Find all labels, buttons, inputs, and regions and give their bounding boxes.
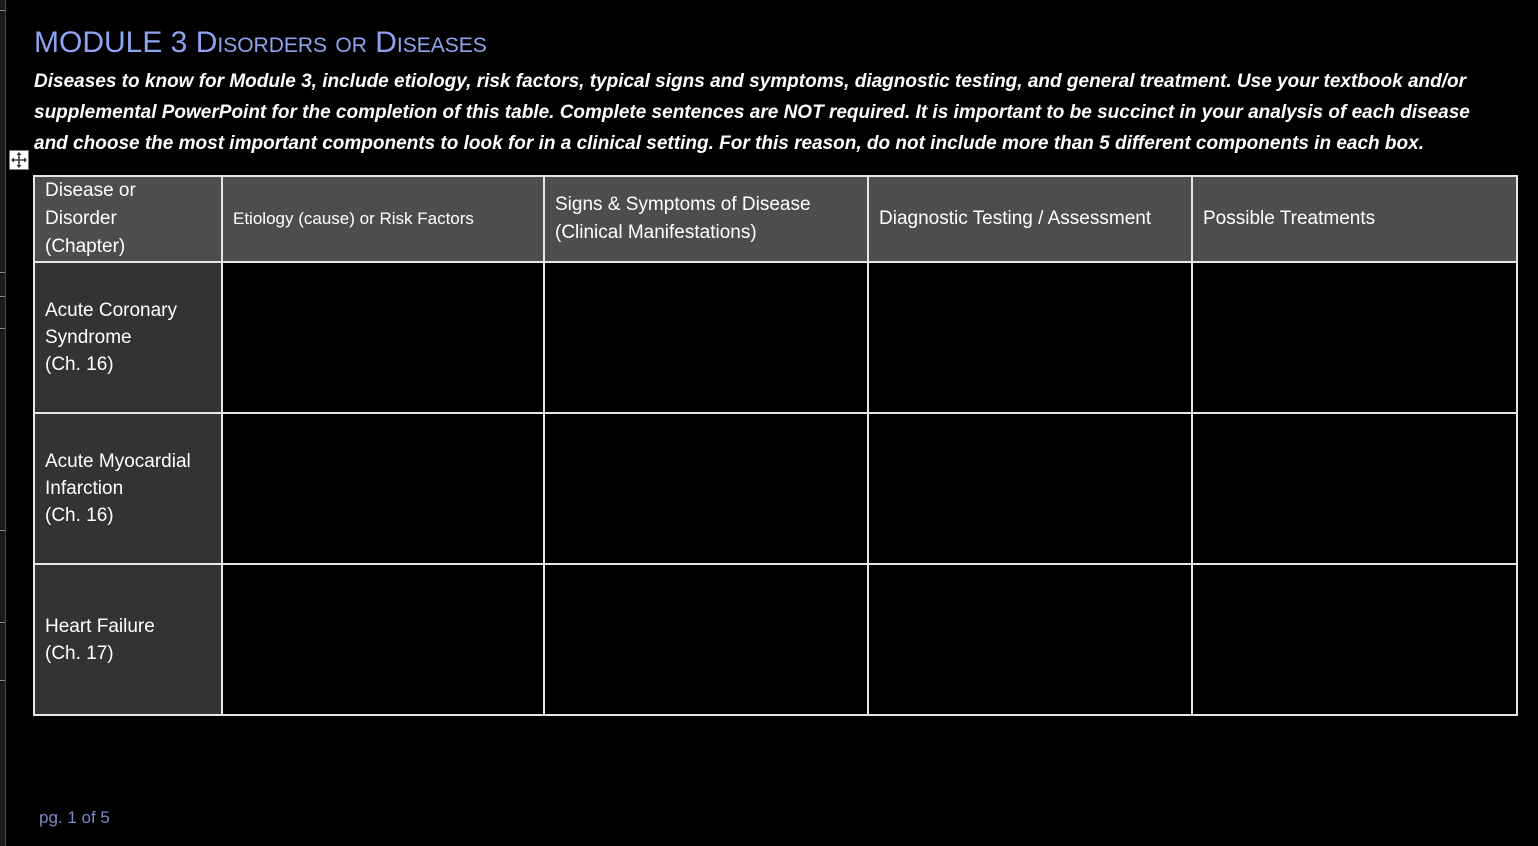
disease-name-line: Acute Coronary — [45, 300, 178, 321]
cell-signs-symptoms[interactable] — [544, 262, 868, 413]
header-signs-line: (Clinical Manifestations) — [555, 222, 757, 243]
move-arrows-icon — [10, 151, 28, 169]
cell-diagnostic[interactable] — [868, 413, 1192, 564]
cell-signs-symptoms[interactable] — [544, 564, 868, 715]
disease-name-line: (Ch. 16) — [45, 505, 114, 526]
table-row — [34, 262, 1517, 413]
disease-table — [33, 175, 1518, 716]
table-row — [34, 413, 1517, 564]
row-disease-name[interactable] — [34, 413, 222, 564]
ruler-tick — [0, 328, 5, 329]
disease-name-line: (Ch. 16) — [45, 354, 114, 375]
instructions-line: Diseases to know for Module 3, include etiology, risk factors, typical signs and symptoms, diagnostic testing, and general treatment. Use your textbook and/or — [34, 71, 1466, 92]
cell-diagnostic[interactable] — [868, 564, 1192, 715]
header-diagnostic-testing[interactable]: Diagnostic Testing / Assessment — [868, 176, 1192, 262]
left-ruler-edge — [0, 0, 6, 846]
header-disease-line: Disease or — [45, 180, 136, 201]
disease-name-line: Syndrome — [45, 327, 132, 348]
header-signs-symptoms[interactable] — [544, 176, 868, 262]
disease-name-line: Infarction — [45, 478, 124, 499]
ruler-tick — [0, 296, 5, 297]
table-move-handle[interactable] — [9, 150, 29, 170]
ruler-tick — [0, 272, 5, 273]
cell-signs-symptoms[interactable] — [544, 413, 868, 564]
page-number: pg. 1 of 5 — [39, 808, 110, 827]
row-disease-name[interactable] — [34, 262, 222, 413]
header-etiology[interactable]: Etiology (cause) or Risk Factors — [222, 176, 544, 262]
instructions-paragraph — [34, 66, 1524, 159]
ruler-tick — [0, 530, 5, 531]
cell-etiology[interactable] — [222, 413, 544, 564]
cell-etiology[interactable] — [222, 564, 544, 715]
ruler-tick — [0, 680, 5, 681]
ruler-tick — [0, 622, 5, 623]
table-row — [34, 564, 1517, 715]
row-disease-name[interactable] — [34, 564, 222, 715]
document-title: MODULE 3 Disorders or Diseases — [34, 26, 487, 59]
cell-etiology[interactable] — [222, 262, 544, 413]
header-disease-line: Disorder — [45, 208, 117, 229]
header-disease[interactable] — [34, 176, 222, 262]
header-disease-line: (Chapter) — [45, 236, 126, 257]
cell-diagnostic[interactable] — [868, 262, 1192, 413]
cell-treatments[interactable] — [1192, 262, 1517, 413]
header-treatments[interactable]: Possible Treatments — [1192, 176, 1517, 262]
cell-treatments[interactable] — [1192, 413, 1517, 564]
instructions-line: supplemental PowerPoint for the completion of this table. Complete sentences are NOT required. It is important to be succinct in your analysis of each disease — [34, 102, 1470, 123]
instructions-line: and choose the most important components to look for in a clinical setting. For this reason, do not include more than 5 different components in each box. — [34, 133, 1424, 154]
disease-name-line: (Ch. 17) — [45, 642, 114, 664]
table-header-row — [34, 176, 1517, 262]
disease-name-line: Acute Myocardial — [45, 451, 191, 472]
disease-name-line: Heart Failure — [45, 615, 155, 637]
ruler-tick — [0, 10, 5, 11]
cell-treatments[interactable] — [1192, 564, 1517, 715]
header-signs-line: Signs & Symptoms of Disease — [555, 194, 811, 215]
